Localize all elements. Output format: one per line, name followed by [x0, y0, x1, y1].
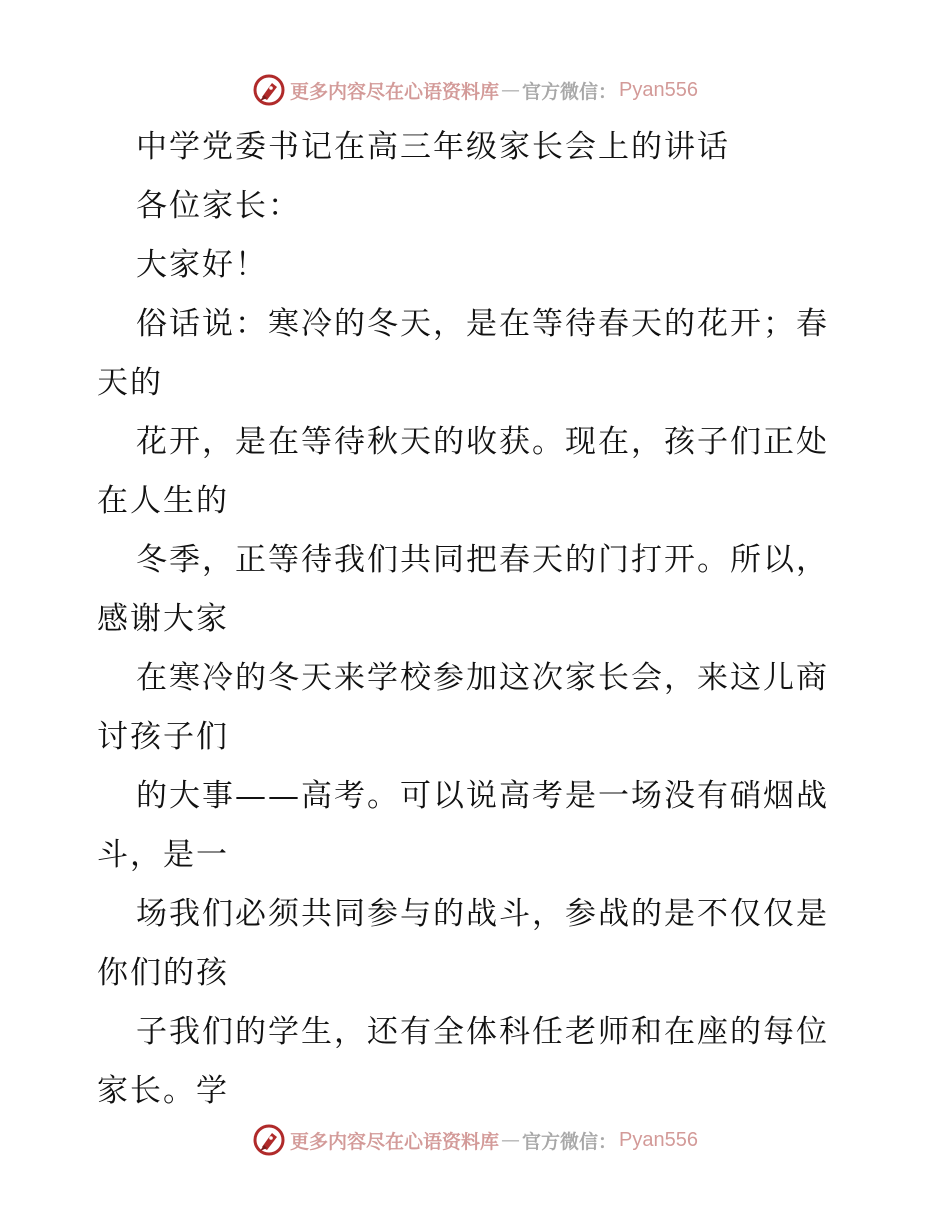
salutation: 各位家长： [136, 188, 301, 224]
banner-dash: — [501, 1129, 521, 1151]
text-line: 子我们的学生，还有全体科任老师和在座的每位 [136, 1014, 829, 1050]
text-line: 天的 [97, 365, 163, 401]
text-line: 在人生的 [97, 483, 229, 519]
header-banner-content [252, 73, 698, 107]
greeting: 大家好！ [136, 247, 268, 283]
pen-nib-logo-icon [252, 1123, 286, 1157]
text-line: 冬季，正等待我们共同把春天的门打开。所以， [136, 542, 829, 578]
text-line: 讨孩子们 [97, 719, 229, 755]
text-line: 花开，是在等待秋天的收获。现在，孩子们正处 [136, 424, 829, 460]
text-line: 斗，是一 [97, 837, 229, 873]
document-title: 中学党委书记在高三年级家长会上的讲话 [136, 129, 730, 165]
text-line: 感谢大家 [97, 601, 229, 637]
text-line: 家长。学 [97, 1073, 229, 1109]
pen-nib-logo-icon [252, 73, 286, 107]
banner-main-text: 更多内容尽在心语资料库 [290, 80, 500, 103]
header-watermark-banner [0, 70, 950, 110]
text-line: 场我们必须共同参与的战斗，参战的是不仅仅是 [136, 896, 829, 932]
banner-wechat-id: Pyan556 [619, 1128, 698, 1151]
text-line: 俗话说：寒冷的冬天，是在等待春天的花开；春 [136, 306, 829, 342]
text-line: 的大事——高考。可以说高考是一场没有硝烟战 [136, 778, 829, 814]
banner-wechat-id: Pyan556 [619, 78, 698, 101]
footer-watermark-banner [0, 1120, 950, 1160]
text-line: 你们的孩 [97, 955, 229, 991]
banner-wechat-label: 官方微信： [522, 1130, 618, 1153]
document-body [97, 118, 857, 1121]
text-line: 在寒冷的冬天来学校参加这次家长会，来这儿商 [136, 660, 829, 696]
footer-banner-content [252, 1123, 698, 1157]
banner-main-text: 更多内容尽在心语资料库 [290, 1130, 500, 1153]
banner-wechat-label: 官方微信： [522, 80, 618, 103]
banner-dash: — [501, 79, 521, 101]
